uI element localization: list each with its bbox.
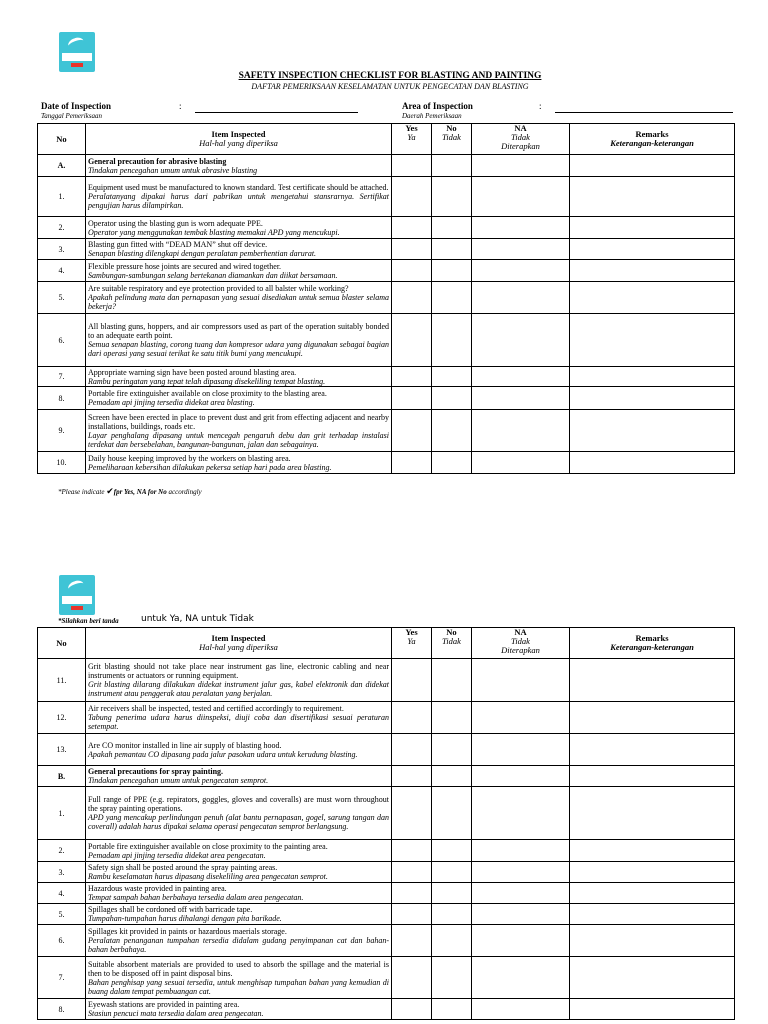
na-cell[interactable]: [472, 177, 570, 217]
header-na: NA Tidak Diterapkan: [472, 124, 570, 155]
item-text-id: Apakah pemantau CO dipasang pada jalur pasokan udara untuk kerudung blasting.: [88, 749, 358, 759]
remarks-cell[interactable]: [570, 999, 735, 1020]
yes-cell[interactable]: [392, 734, 432, 766]
row-number: 9.: [38, 410, 86, 452]
item-text-en: Portable fire extinguisher available on close proximity to the blasting area.: [88, 389, 327, 398]
item-description: [86, 239, 392, 260]
no-cell[interactable]: [432, 177, 472, 217]
checkmark-icon: ✔: [106, 486, 114, 496]
remarks-cell[interactable]: [570, 282, 735, 314]
table-row: [38, 387, 735, 410]
table-row: [38, 862, 735, 883]
no-cell[interactable]: [432, 787, 472, 840]
remarks-cell[interactable]: [570, 260, 735, 282]
item-text-id: Semua senapan blasting, corong tuang dan kompresor udara yang digunakan sebagai bagian dari operasi yang sesuai terikat ke satu titik bumi yang mencukupi.: [88, 340, 389, 358]
item-text-en: Operator using the blasting gun is worn adequate PPE.: [88, 218, 263, 228]
area-label-sub: Daerah Pemeriksaan: [402, 112, 462, 120]
table-row: [38, 217, 735, 239]
table-row: [38, 787, 735, 840]
item-text-en: Portable fire extinguisher available on close proximity to the painting area.: [88, 841, 328, 851]
no-cell[interactable]: [432, 282, 472, 314]
remarks-cell[interactable]: [570, 787, 735, 840]
yes-cell[interactable]: [392, 925, 432, 957]
item-description: [86, 410, 392, 452]
yes-cell[interactable]: [392, 862, 432, 883]
na-cell[interactable]: [472, 155, 570, 177]
item-text-id: Peralatanyang dipakai harus dari pabrikan untuk mengetahui stansrarnya. Sertifikat pengujian harus dilampirkan.: [88, 192, 389, 210]
row-number: 5.: [38, 904, 86, 925]
header-na: NA Tidak Diterapkan: [472, 628, 570, 659]
item-text-id: Grit blasting dilarang dilakukan didekat instrument jalur gas, kabel elektronik dan didekat instrument atau penggerak atau peralatan yang berjalan.: [88, 680, 389, 698]
item-text-id: APD yang mencakup perlindungan penuh (alat bantu pernapasan, gogel, sarung tangan dan coverall) adalah harus dipakai selama operasi pengecatan semprot berlangsung.: [88, 813, 389, 831]
na-cell[interactable]: [472, 883, 570, 904]
na-cell[interactable]: [472, 925, 570, 957]
item-text-en: Full range of PPE (e.g. repirators, goggles, gloves and coveralls) are must worn throughout the spray painting operations.: [88, 795, 389, 813]
remarks-cell[interactable]: [570, 702, 735, 734]
item-text-id: Bahan penghisap yang sesuai tersedia, untuk menghisap tumpahan bahan yang kemudian di buang dalam tempat pembuangan cat.: [88, 977, 389, 996]
item-text-en: Appropriate warning sign have been posted around blasting area.: [88, 367, 297, 377]
yes-cell[interactable]: [392, 217, 432, 239]
section-row: [38, 155, 735, 177]
na-cell[interactable]: [472, 862, 570, 883]
item-text-id: Apakah pelindung mata dan pernapasan yang sesuai disediakan untuk semua blaster selama bekerja?: [88, 293, 389, 311]
row-number: 13.: [38, 734, 86, 766]
remarks-cell[interactable]: [570, 314, 735, 367]
item-text-en: Equipment used must be manufactured to known standard. Test certificate should be attached.: [88, 183, 389, 192]
item-text-en: General precautions for spray painting.: [88, 767, 224, 776]
row-number: 7.: [38, 957, 86, 999]
row-number: B.: [38, 766, 86, 787]
table-row: [38, 702, 735, 734]
item-description: [86, 840, 392, 862]
checklist-table-2: [37, 627, 735, 1020]
item-text-id: Pemadam api jinjing tersedia didekat area blasting.: [88, 398, 255, 407]
remarks-cell[interactable]: [570, 217, 735, 239]
item-description: [86, 217, 392, 239]
instruction-note-rest: untuk Ya, NA untuk Tidak: [141, 614, 254, 624]
yes-cell[interactable]: [392, 883, 432, 904]
remarks-cell[interactable]: [570, 904, 735, 925]
table-row: [38, 957, 735, 999]
item-text-id: Tindakan pencegahan umum untuk abrasive blasting: [88, 165, 258, 175]
row-number: 5.: [38, 282, 86, 314]
header-item: Item Inspected Hal-hal yang diperiksa: [86, 628, 392, 659]
remarks-cell[interactable]: [570, 387, 735, 410]
item-description: [86, 177, 392, 217]
na-cell[interactable]: [472, 734, 570, 766]
item-text-en: All blasting guns, hoppers, and air compressors used as part of the operation suitably bonded to an adequate earth point.: [88, 322, 389, 340]
remarks-cell[interactable]: [570, 155, 735, 177]
item-description: [86, 702, 392, 734]
area-colon: :: [539, 101, 542, 111]
item-text-en: Spillages shall be cordoned off with barricade tape.: [88, 905, 253, 914]
item-description: [86, 659, 392, 702]
na-cell[interactable]: [472, 787, 570, 840]
item-description: [86, 957, 392, 999]
item-text-en: Flexible pressure hose joints are secured and wired together.: [88, 261, 282, 271]
header-no-col: No Tidak: [432, 124, 472, 155]
row-number: 6.: [38, 925, 86, 957]
no-cell[interactable]: [432, 367, 472, 387]
remarks-cell[interactable]: [570, 862, 735, 883]
yes-cell[interactable]: [392, 999, 432, 1020]
item-text-id: Stasiun pencuci mata tersedia dalam area pengecatan.: [88, 1009, 264, 1018]
remarks-cell[interactable]: [570, 734, 735, 766]
item-description: [86, 883, 392, 904]
yes-cell[interactable]: [392, 260, 432, 282]
no-cell[interactable]: [432, 925, 472, 957]
no-cell[interactable]: [432, 862, 472, 883]
company-logo: [59, 32, 95, 72]
yes-cell[interactable]: [392, 957, 432, 999]
row-number: 2.: [38, 840, 86, 862]
item-text-id: Senapan blasting dilengkapi dengan peralatan pemberhentian darurat.: [88, 249, 317, 258]
item-text-en: Screen have been erected in place to prevent dust and grit from effecting adjacent and nearby installations, buildings, roads etc.: [88, 412, 389, 431]
na-cell[interactable]: [472, 452, 570, 474]
na-cell[interactable]: [472, 217, 570, 239]
item-description: [86, 452, 392, 474]
no-cell[interactable]: [432, 410, 472, 452]
na-cell[interactable]: [472, 766, 570, 787]
item-description: [86, 862, 392, 883]
no-cell[interactable]: [432, 999, 472, 1020]
header-no: No: [38, 628, 86, 659]
item-description: [86, 387, 392, 410]
table-row: [38, 260, 735, 282]
item-text-id: Pemeliharaan kebersihan dilakukan pekersa setiap hari pada area blasting.: [88, 462, 332, 472]
no-cell[interactable]: [432, 314, 472, 367]
table-row: [38, 410, 735, 452]
no-cell[interactable]: [432, 883, 472, 904]
table-row: [38, 314, 735, 367]
header-remarks: Remarks Keterangan-keterangan: [570, 124, 735, 155]
na-cell[interactable]: [472, 410, 570, 452]
remarks-cell[interactable]: [570, 925, 735, 957]
yes-cell[interactable]: [392, 177, 432, 217]
na-cell[interactable]: [472, 840, 570, 862]
row-number: 4.: [38, 883, 86, 904]
item-text-en: Daily house keeping improved by the workers on blasting area.: [88, 453, 291, 463]
remarks-cell[interactable]: [570, 239, 735, 260]
table-row: [38, 925, 735, 957]
section-row: [38, 766, 735, 787]
row-number: 8.: [38, 387, 86, 410]
yes-cell[interactable]: [392, 840, 432, 862]
item-description: [86, 787, 392, 840]
item-description: [86, 260, 392, 282]
table-row: [38, 904, 735, 925]
yes-cell[interactable]: [392, 239, 432, 260]
table-row: [38, 734, 735, 766]
header-item: Item Inspected Hal-hal yang diperiksa: [86, 124, 392, 155]
na-cell[interactable]: [472, 999, 570, 1020]
document-subtitle: DAFTAR PEMERIKSAAN KESELAMATAN UNTUK PENGECATAN DAN BLASTING: [251, 82, 529, 91]
yes-cell[interactable]: [392, 766, 432, 787]
header-yes: Yes Ya: [392, 124, 432, 155]
header-yes: Yes Ya: [392, 628, 432, 659]
na-cell[interactable]: [472, 904, 570, 925]
no-cell[interactable]: [432, 155, 472, 177]
item-text-en: Spillages kit provided in paints or hazardous maerials storage.: [88, 927, 287, 936]
item-text-id: Tabung penerima udara harus diinspeksi, diuji coba dan disertifikasi sesuai peraturan setempat.: [88, 713, 389, 731]
no-cell[interactable]: [432, 659, 472, 702]
header-no: No: [38, 124, 86, 155]
row-number: 1.: [38, 177, 86, 217]
no-cell[interactable]: [432, 904, 472, 925]
company-logo-2: [59, 575, 95, 615]
item-text-id: Tempat sampah bahan berbahaya tersedia dalam area pengecatan.: [88, 893, 304, 902]
table-row: [38, 659, 735, 702]
item-text-id: Peralatan penanganan tumpahan tersedia didalam gudang penyimpanan cat dan bahan-bahan berbahaya.: [88, 936, 389, 954]
na-cell[interactable]: [472, 282, 570, 314]
row-number: 8.: [38, 999, 86, 1020]
item-text-id: Rambu peringatan yang tepat telah dipasang disekeliling tempat blasting.: [88, 376, 326, 386]
item-text-en: Eyewash stations are provided in painting area.: [88, 1000, 240, 1009]
table-row: [38, 999, 735, 1020]
item-description: [86, 904, 392, 925]
item-text-id: Tindakan pencegahan umum untuk pengecatan semprot.: [88, 776, 269, 785]
no-cell[interactable]: [432, 260, 472, 282]
no-cell[interactable]: [432, 957, 472, 999]
yes-cell[interactable]: [392, 452, 432, 474]
na-cell[interactable]: [472, 702, 570, 734]
row-number: 6.: [38, 314, 86, 367]
item-text-id: Tumpahan-tumpahan harus dihalangi dengan pita barikade.: [88, 914, 282, 923]
item-text-en: Are suitable respiratory and eye protection provided to all balster while working?: [88, 284, 349, 293]
remarks-cell[interactable]: [570, 659, 735, 702]
item-text-id: Operator yang menggunakan tembak blasting memakai APD yang mencukupi.: [88, 227, 340, 237]
item-description: [86, 155, 392, 177]
item-text-id: Sambungan-sambungan selang bertekanan diamankan dan diikat bersamaan.: [88, 270, 338, 280]
row-number: 3.: [38, 862, 86, 883]
no-cell[interactable]: [432, 840, 472, 862]
header-remarks: Remarks Keterangan-keterangan: [570, 628, 735, 659]
instruction-note-bold: *Silahkan beri tanda: [58, 617, 119, 625]
no-cell[interactable]: [432, 387, 472, 410]
item-description: [86, 999, 392, 1020]
item-text-en: Are CO monitor installed in line air supply of blasting hood.: [88, 740, 282, 750]
remarks-cell[interactable]: [570, 840, 735, 862]
item-text-id: Pemadam api jinjing tersedia didekat area pengecatan.: [88, 850, 266, 860]
row-number: 2.: [38, 217, 86, 239]
no-cell[interactable]: [432, 452, 472, 474]
remarks-cell[interactable]: [570, 452, 735, 474]
no-cell[interactable]: [432, 702, 472, 734]
no-cell[interactable]: [432, 217, 472, 239]
na-cell[interactable]: [472, 239, 570, 260]
remarks-cell[interactable]: [570, 766, 735, 787]
item-text-id: Rambu keselamatan harus dipasang disekeliling area pengecatan semprot.: [88, 872, 328, 881]
footnote: *Please indicate ✔fpr Yes, NA for No accordingly: [58, 486, 202, 496]
na-cell[interactable]: [472, 314, 570, 367]
table-row: [38, 840, 735, 862]
row-number: 11.: [38, 659, 86, 702]
no-cell[interactable]: [432, 239, 472, 260]
na-cell[interactable]: [472, 260, 570, 282]
na-cell[interactable]: [472, 659, 570, 702]
row-number: 7.: [38, 367, 86, 387]
yes-cell[interactable]: [392, 787, 432, 840]
yes-cell[interactable]: [392, 387, 432, 410]
na-cell[interactable]: [472, 367, 570, 387]
na-cell[interactable]: [472, 957, 570, 999]
table-row: [38, 883, 735, 904]
yes-cell[interactable]: [392, 155, 432, 177]
item-description: [86, 282, 392, 314]
no-cell[interactable]: [432, 734, 472, 766]
remarks-cell[interactable]: [570, 957, 735, 999]
yes-cell[interactable]: [392, 904, 432, 925]
item-description: [86, 925, 392, 957]
row-number: 12.: [38, 702, 86, 734]
yes-cell[interactable]: [392, 702, 432, 734]
item-text-en: Blasting gun fitted with “DEAD MAN” shut off device.: [88, 240, 268, 249]
area-label: Area of Inspection: [402, 101, 473, 111]
yes-cell[interactable]: [392, 282, 432, 314]
area-field[interactable]: [555, 112, 733, 113]
date-colon: :: [179, 101, 182, 111]
document-title: SAFETY INSPECTION CHECKLIST FOR BLASTING AND PAINTING: [238, 71, 542, 81]
remarks-cell[interactable]: [570, 883, 735, 904]
item-text-en: Safety sign shall be posted around the spray painting areas.: [88, 863, 278, 872]
remarks-cell[interactable]: [570, 367, 735, 387]
item-text-id: Layar penghalang dipasang untuk mencegah pengaruh debu dan grit terhadap instalasi terdekat dan bersebelahan, bangunan-bangunan, jalan dan sebagainya.: [88, 430, 389, 449]
row-number: 3.: [38, 239, 86, 260]
item-description: [86, 367, 392, 387]
table-row: [38, 282, 735, 314]
date-label: Date of Inspection: [41, 101, 111, 111]
date-field[interactable]: [195, 112, 358, 113]
item-description: [86, 734, 392, 766]
table-row: [38, 452, 735, 474]
item-text-en: Suitable absorbent materials are provided to used to absorb the spillage and the material is then to be disposed off in paint disposal bins.: [88, 959, 389, 978]
table-row: [38, 367, 735, 387]
item-text-en: Grit blasting should not take place near instrument gas line, electronic cabling and near instruments or actuators or running equipment.: [88, 662, 389, 680]
item-description: [86, 766, 392, 787]
item-text-en: Air receivers shall be inspected, tested and certified accordingly to requirement.: [88, 704, 344, 713]
remarks-cell[interactable]: [570, 410, 735, 452]
item-text-en: Hazardous waste provided in painting area.: [88, 884, 227, 893]
yes-cell[interactable]: [392, 659, 432, 702]
item-text-en: General precaution for abrasive blasting: [88, 156, 227, 166]
yes-cell[interactable]: [392, 314, 432, 367]
remarks-cell[interactable]: [570, 177, 735, 217]
date-label-sub: Tanggal Pemeriksaan: [41, 112, 102, 120]
row-number: 10.: [38, 452, 86, 474]
no-cell[interactable]: [432, 766, 472, 787]
row-number: A.: [38, 155, 86, 177]
checklist-table-1: [37, 123, 735, 474]
yes-cell[interactable]: [392, 367, 432, 387]
header-no-col: No Tidak: [432, 628, 472, 659]
row-number: 1.: [38, 787, 86, 840]
table-row: [38, 177, 735, 217]
row-number: 4.: [38, 260, 86, 282]
yes-cell[interactable]: [392, 410, 432, 452]
na-cell[interactable]: [472, 387, 570, 410]
table-row: [38, 239, 735, 260]
item-description: [86, 314, 392, 367]
